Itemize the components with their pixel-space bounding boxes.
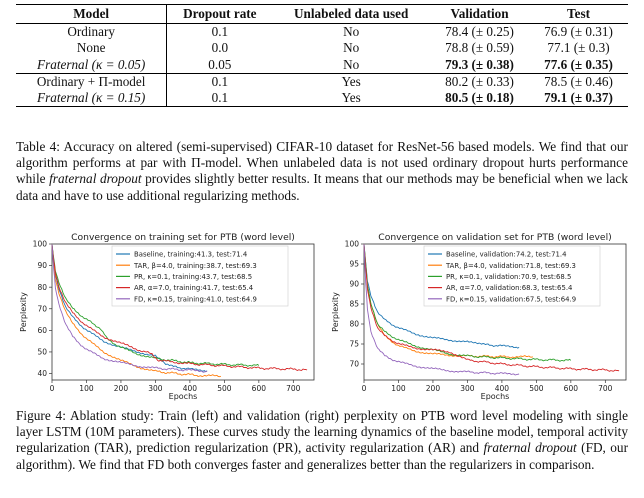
- cell-test: 77.1 (± 0.3): [547, 40, 610, 56]
- header-validation: Validation: [450, 6, 509, 21]
- cell-validation: 78.4 (± 0.25): [445, 24, 514, 39]
- table-caption-emphasis: fraternal dropout: [49, 171, 142, 187]
- cell-test: 79.1 (± 0.37): [529, 90, 628, 107]
- x-tick-label: 0: [361, 384, 367, 393]
- x-tick-label: 200: [113, 384, 129, 393]
- cell-model: Fraternal (κ = 0.05): [16, 57, 167, 74]
- results-table: [16, 4, 628, 107]
- cell-test: 77.6 (± 0.35): [544, 56, 613, 72]
- table-row: [16, 57, 628, 74]
- x-tick-label: 700: [598, 384, 613, 393]
- cell-model: Ordinary: [16, 24, 167, 41]
- y-tick-label: 50: [37, 347, 47, 357]
- header-unlabeled-data: Unlabeled data used: [294, 6, 409, 21]
- cell-validation: 80.5 (± 0.18): [430, 90, 529, 107]
- cell-model: Fraternal (κ = 0.15): [16, 90, 167, 107]
- x-tick-label: 700: [286, 384, 301, 393]
- validation-convergence-chart: [328, 230, 634, 402]
- table-header-row: [16, 5, 628, 24]
- y-axis-label: Perplexity: [19, 292, 28, 332]
- legend-label: PR, κ=0.1, training:43.7, test:68.5: [134, 273, 253, 281]
- y-tick-label: 70: [37, 304, 47, 314]
- cell-dropout-rate: 0.0: [211, 40, 229, 56]
- y-tick-label: 80: [37, 282, 47, 292]
- x-tick-label: 400: [494, 384, 510, 393]
- legend-label: TAR, β=4.0, validation:71.8, test:69.3: [446, 261, 576, 270]
- x-tick-label: 500: [529, 384, 544, 393]
- y-axis-label: Perplexity: [331, 292, 340, 332]
- cell-unlabeled: No: [343, 40, 360, 56]
- cell-validation: 80.2 (± 0.33): [430, 73, 529, 90]
- legend-label: Baseline, validation:74.2, test:71.4: [446, 250, 567, 259]
- x-tick-label: 500: [217, 384, 232, 393]
- cell-unlabeled: No: [343, 24, 360, 39]
- figure-caption-emphasis: fraternal dropout: [483, 440, 577, 456]
- table-caption-text-end: provides slightly better results. It means that our methods may be beneficial when we lack data and have to use additional regularizing methods.: [16, 171, 628, 203]
- legend-label: AR, α=7.0, training:41.7, test:65.4: [134, 284, 254, 293]
- y-tick-label: 100: [32, 239, 47, 249]
- y-tick-label: 40: [37, 369, 47, 379]
- figure-caption-text: Figure 4: Ablation study: Train (left) and validation (right) perplexity on PTB word level modeling with single layer LSTM (10M parameters). These curves study the learning dynamics of the baseline model, temporal activity regularization (TAR), prediction regularization (PR), activity regularization (AR) and: [16, 408, 628, 456]
- x-tick-label: 300: [460, 384, 475, 393]
- cell-unlabeled: Yes: [272, 73, 430, 90]
- table-caption-text: Table 4: Accuracy on altered (semi-supervised) CIFAR-10 dataset for ResNet-56 based models. We find that our algorithm performs at par with Π-model. When unlabeled data is not used ordinary dropout hurts performance while: [16, 139, 628, 187]
- training-convergence-chart: [16, 230, 322, 402]
- legend-label: AR, α=7.0, validation:68.3, test:65.4: [446, 284, 573, 293]
- cell-model: Ordinary + Π-model: [16, 73, 167, 90]
- y-tick-label: 70: [349, 359, 359, 369]
- legend-label: Baseline, training:41.3, test:71.4: [134, 250, 248, 259]
- y-tick-label: 85: [349, 299, 359, 309]
- x-tick-label: 400: [182, 384, 198, 393]
- x-tick-label: 600: [563, 384, 579, 393]
- legend-label: TAR, β=4.0, training:38.7, test:69.3: [134, 261, 257, 270]
- table-caption: [16, 139, 628, 204]
- table-row: [16, 40, 628, 56]
- cell-dropout-rate: 0.05: [208, 56, 232, 72]
- y-tick-label: 60: [37, 325, 47, 335]
- cell-validation: 79.3 (± 0.38): [445, 56, 514, 72]
- x-axis-label: Epochs: [168, 392, 198, 401]
- y-tick-label: 90: [37, 261, 47, 271]
- cell-test: 78.5 (± 0.46): [529, 73, 628, 90]
- table-row: [16, 24, 628, 41]
- y-tick-label: 75: [349, 339, 359, 349]
- cell-unlabeled: Yes: [272, 90, 430, 107]
- legend-label: PR, κ=0.1, validation:70.9, test:68.5: [446, 273, 572, 281]
- header-model: Model: [16, 5, 167, 24]
- figure-caption: [16, 408, 628, 473]
- y-tick-label: 100: [344, 239, 359, 249]
- chart-title: Convergence on validation set for PTB (word level): [378, 232, 612, 243]
- y-tick-label: 80: [349, 319, 359, 329]
- header-test: Test: [567, 6, 590, 21]
- x-tick-label: 0: [49, 384, 55, 393]
- header-dropout-rate: Dropout rate: [183, 6, 257, 21]
- table-row: [16, 73, 628, 90]
- cell-validation: 78.8 (± 0.59): [445, 40, 514, 56]
- x-tick-label: 300: [148, 384, 163, 393]
- cell-model: None: [16, 40, 167, 56]
- cell-dropout-rate: 0.1: [167, 73, 273, 90]
- cell-dropout-rate: 0.1: [211, 24, 229, 39]
- x-tick-label: 600: [251, 384, 267, 393]
- cell-test: 76.9 (± 0.31): [544, 24, 613, 39]
- x-tick-label: 200: [425, 384, 441, 393]
- legend-label: FD, κ=0.15, validation:67.5, test:64.9: [446, 295, 577, 304]
- figure-caption-text-end: (FD, our algorithm). We find that FD both converges faster and generalizes better than the regularizers in comparison.: [16, 440, 628, 472]
- y-tick-label: 95: [349, 259, 359, 269]
- table-row: [16, 90, 628, 107]
- cell-dropout-rate: 0.1: [167, 90, 273, 107]
- legend-label: FD, κ=0.15, training:41.0, test:64.9: [134, 295, 257, 304]
- x-tick-label: 100: [391, 384, 406, 393]
- x-tick-label: 100: [79, 384, 94, 393]
- y-tick-label: 90: [349, 279, 359, 289]
- chart-title: Convergence on training set for PTB (word level): [71, 232, 295, 243]
- x-axis-label: Epochs: [480, 392, 510, 401]
- cell-unlabeled: No: [343, 56, 360, 72]
